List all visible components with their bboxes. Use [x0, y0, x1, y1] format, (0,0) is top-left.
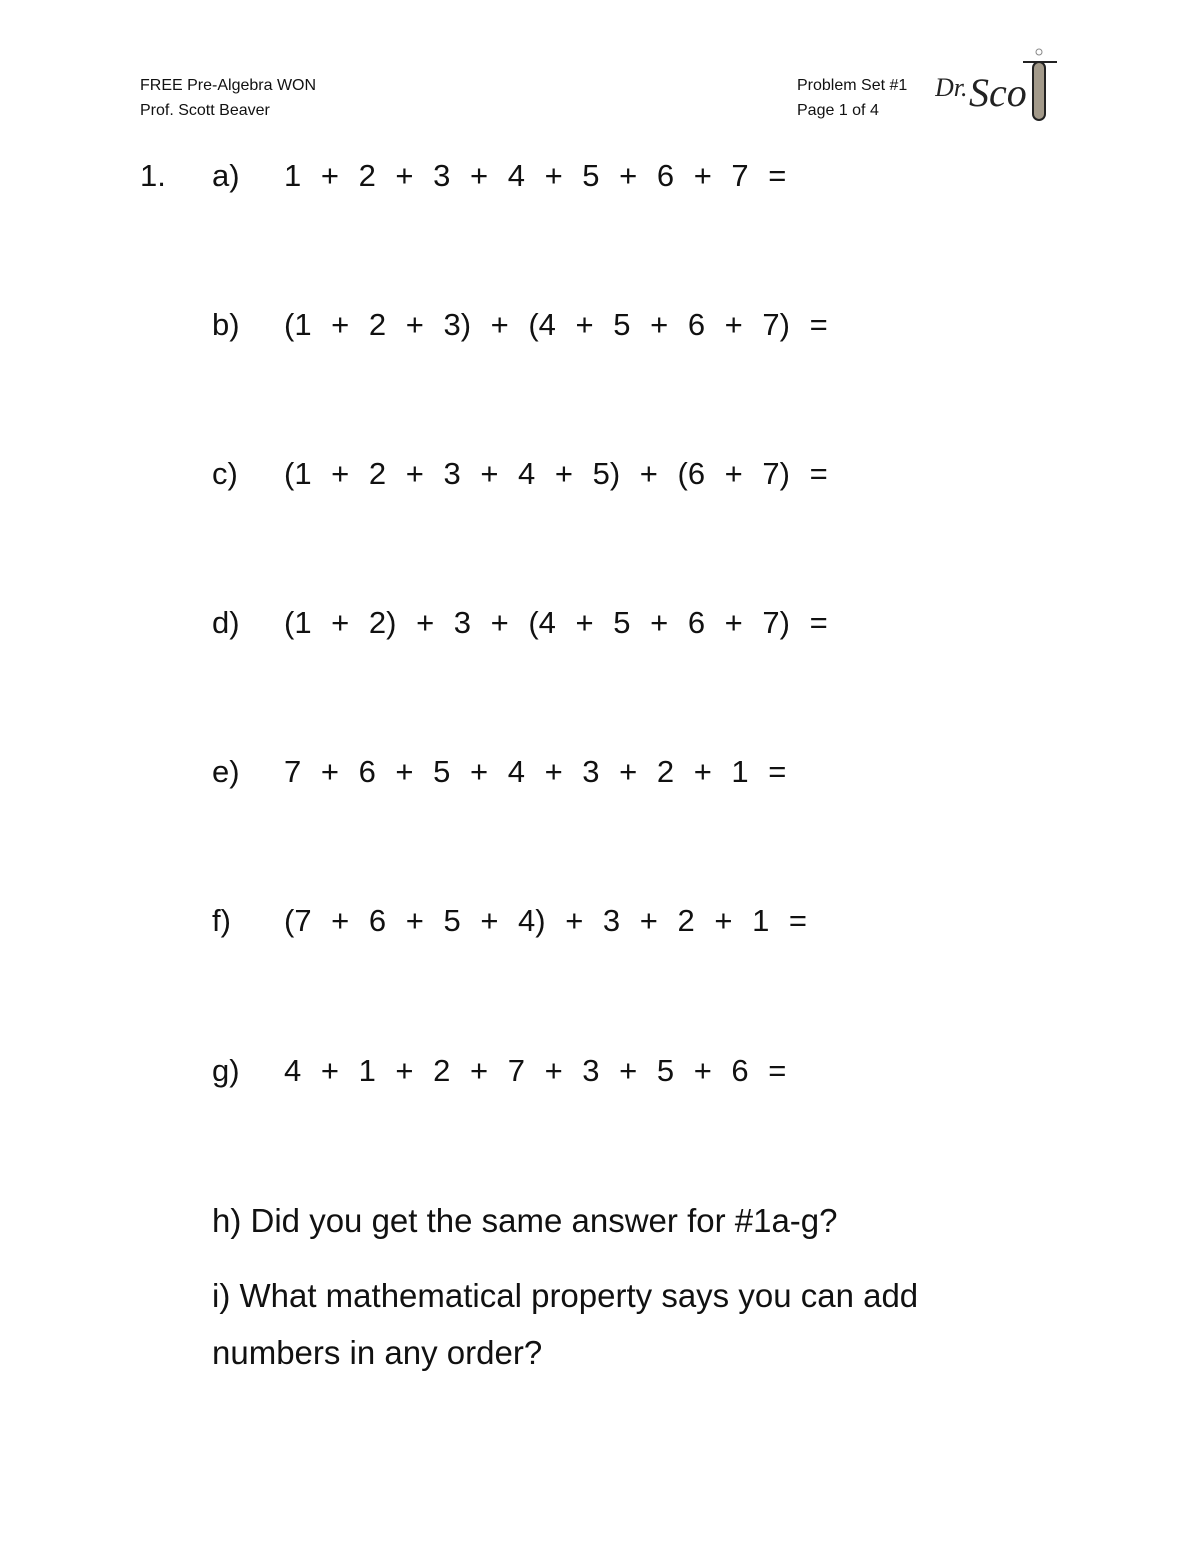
part-expression: 1 + 2 + 3 + 4 + 5 + 6 + 7 =: [284, 158, 787, 193]
header-right: [797, 73, 907, 123]
svg-text:Sco: Sco: [969, 70, 1027, 115]
page-indicator: Page 1 of 4: [797, 102, 879, 119]
part-expression: (1 + 2) + 3 + (4 + 5 + 6 + 7) =: [284, 605, 828, 640]
course-title: FREE Pre-Algebra WON: [140, 77, 317, 94]
part-expression: (7 + 6 + 5 + 4) + 3 + 2 + 1 =: [284, 903, 808, 938]
part-label: f): [212, 903, 231, 938]
part-label: g): [212, 1053, 240, 1088]
question-i: i) What mathematical property says you can add numbers in any order?: [212, 1277, 919, 1371]
dr-sco-logo: [935, 48, 1065, 128]
instructor-name: Prof. Scott Beaver: [140, 102, 270, 119]
problem-set-title: Problem Set #1: [797, 77, 908, 94]
part-label: d): [212, 605, 240, 640]
part-label: b): [212, 307, 240, 342]
part-expression: (1 + 2 + 3 + 4 + 5) + (6 + 7) =: [284, 456, 828, 491]
part-expression: (1 + 2 + 3) + (4 + 5 + 6 + 7) =: [284, 307, 828, 342]
part-label: a): [212, 158, 240, 193]
problem-number: 1.: [140, 158, 166, 193]
question-h: h) Did you get the same answer for #1a-g?: [212, 1202, 838, 1239]
svg-text:Dr.: Dr.: [935, 73, 968, 102]
part-expression: 7 + 6 + 5 + 4 + 3 + 2 + 1 =: [284, 754, 787, 789]
part-expression: 4 + 1 + 2 + 7 + 3 + 5 + 6 =: [284, 1053, 787, 1088]
part-label: c): [212, 456, 238, 491]
part-label: e): [212, 754, 240, 789]
header-left: [140, 73, 316, 123]
